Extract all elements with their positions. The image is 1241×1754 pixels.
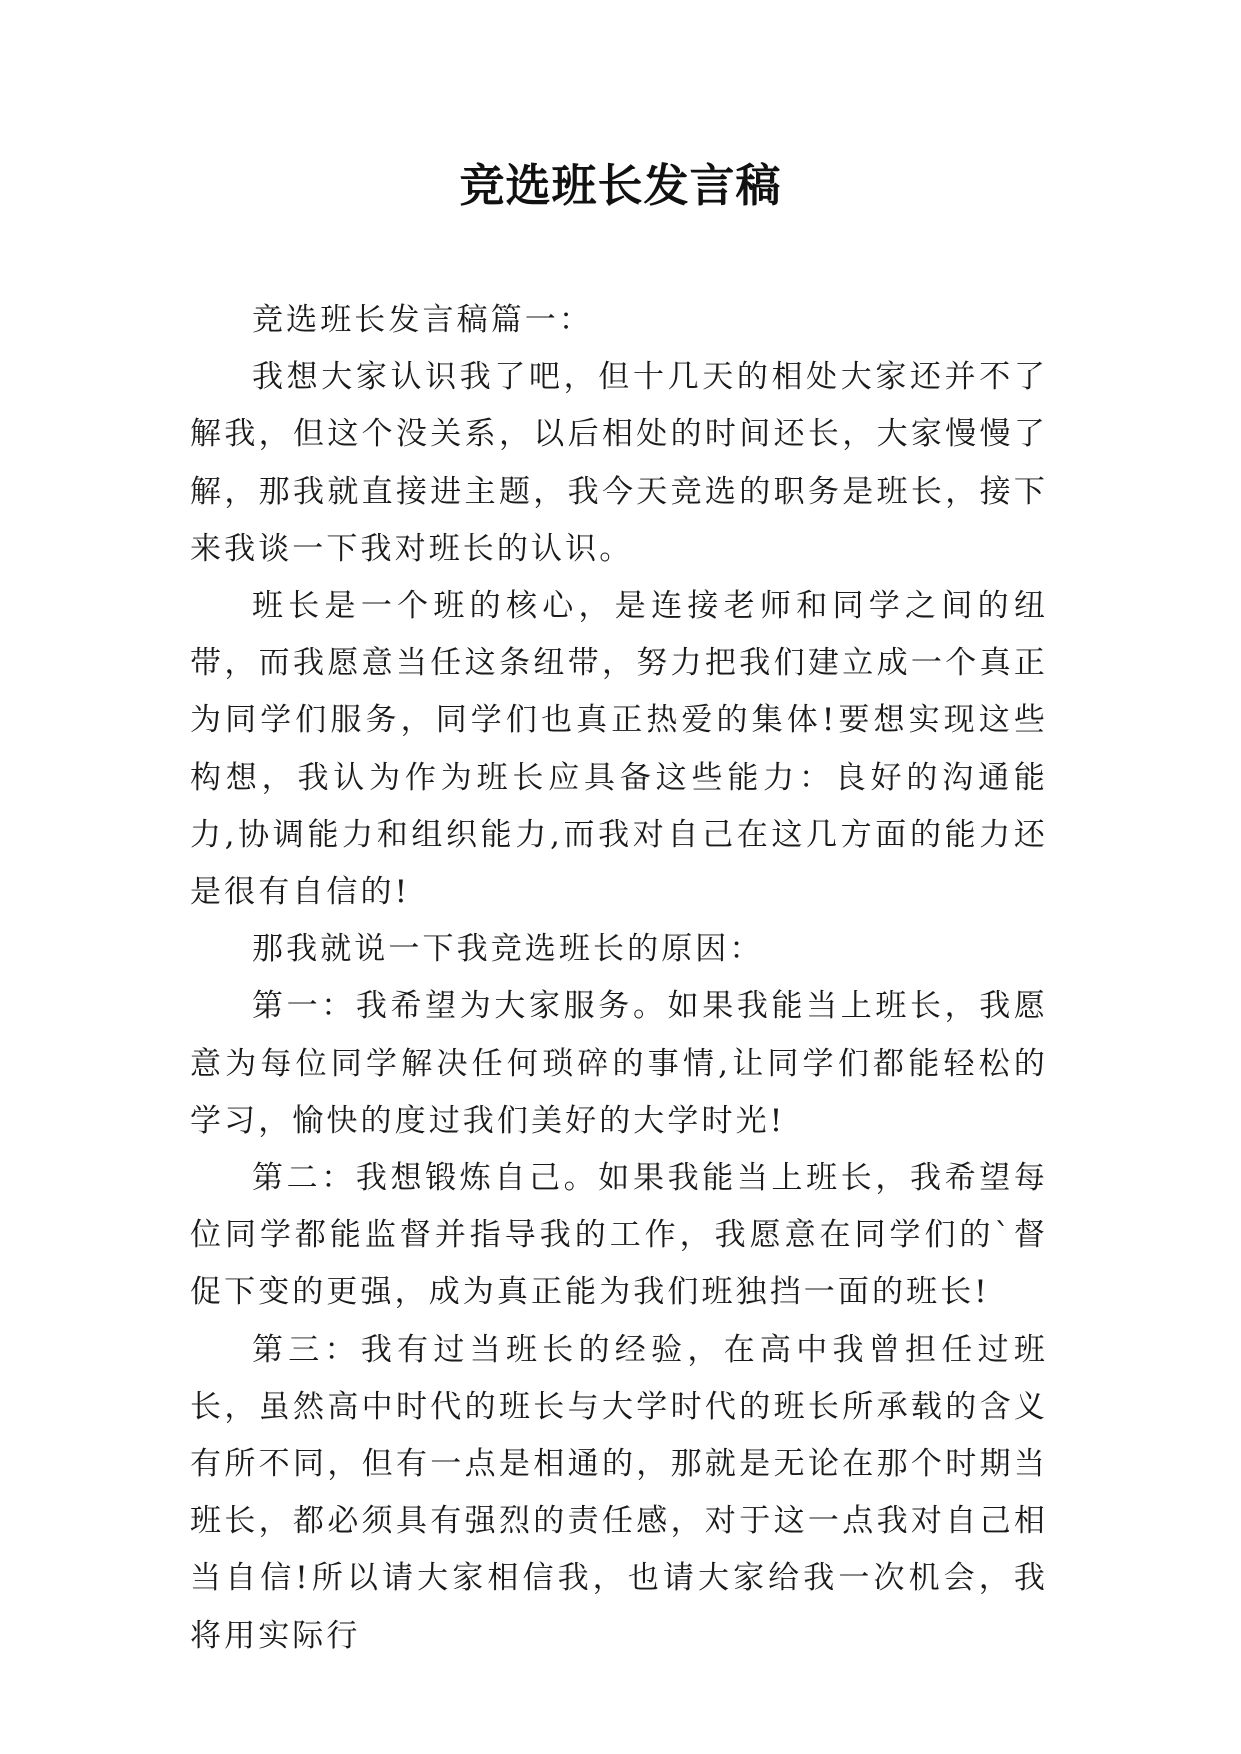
document-title: 竞选班长发言稿: [459, 159, 782, 212]
document-body: [190, 292, 1048, 1665]
paragraph: 我想大家认识我了吧，但十几天的相处大家还并不了解我，但这个没关系，以后相处的时间还长，大家慢慢了解，那我就直接进主题，我今天竞选的职务是班长，接下来我谈一下我对班长的认识。: [190, 359, 1048, 567]
paragraph: 第一：我希望为大家服务。如果我能当上班长，我愿意为每位同学解决任何琐碎的事情,让同学们都能轻松的学习，愉快的度过我们美好的大学时光!: [190, 988, 1048, 1139]
paragraph: 那我就说一下我竞选班长的原因：: [252, 931, 764, 968]
paragraph: 第三：我有过当班长的经验，在高中我曾担任过班长，虽然高中时代的班长与大学时代的班长所承载的含义有所不同，但有一点是相通的，那就是无论在那个时期当班长，都必须具有强烈的责任感，对于这一点我对自己相当自信!所以请大家相信我，也请大家给我一次机会，我将用实际行: [190, 1331, 1048, 1654]
paragraph: 第二：我想锻炼自己。如果我能当上班长，我希望每位同学都能监督并指导我的工作，我愿意在同学们的`督促下变的更强，成为真正能为我们班独挡一面的班长!: [190, 1160, 1048, 1311]
paragraph-heading: 竞选班长发言稿篇一：: [252, 302, 593, 338]
paragraph: 班长是一个班的核心，是连接老师和同学之间的纽带，而我愿意当任这条纽带，努力把我们建立成一个真正为同学们服务，同学们也真正热爱的集体!要想实现这些构想，我认为作为班长应具备这些能力：良好的沟通能力,协调能力和组织能力,而我对自己在这几方面的能力还是很有自信的!: [190, 588, 1048, 911]
